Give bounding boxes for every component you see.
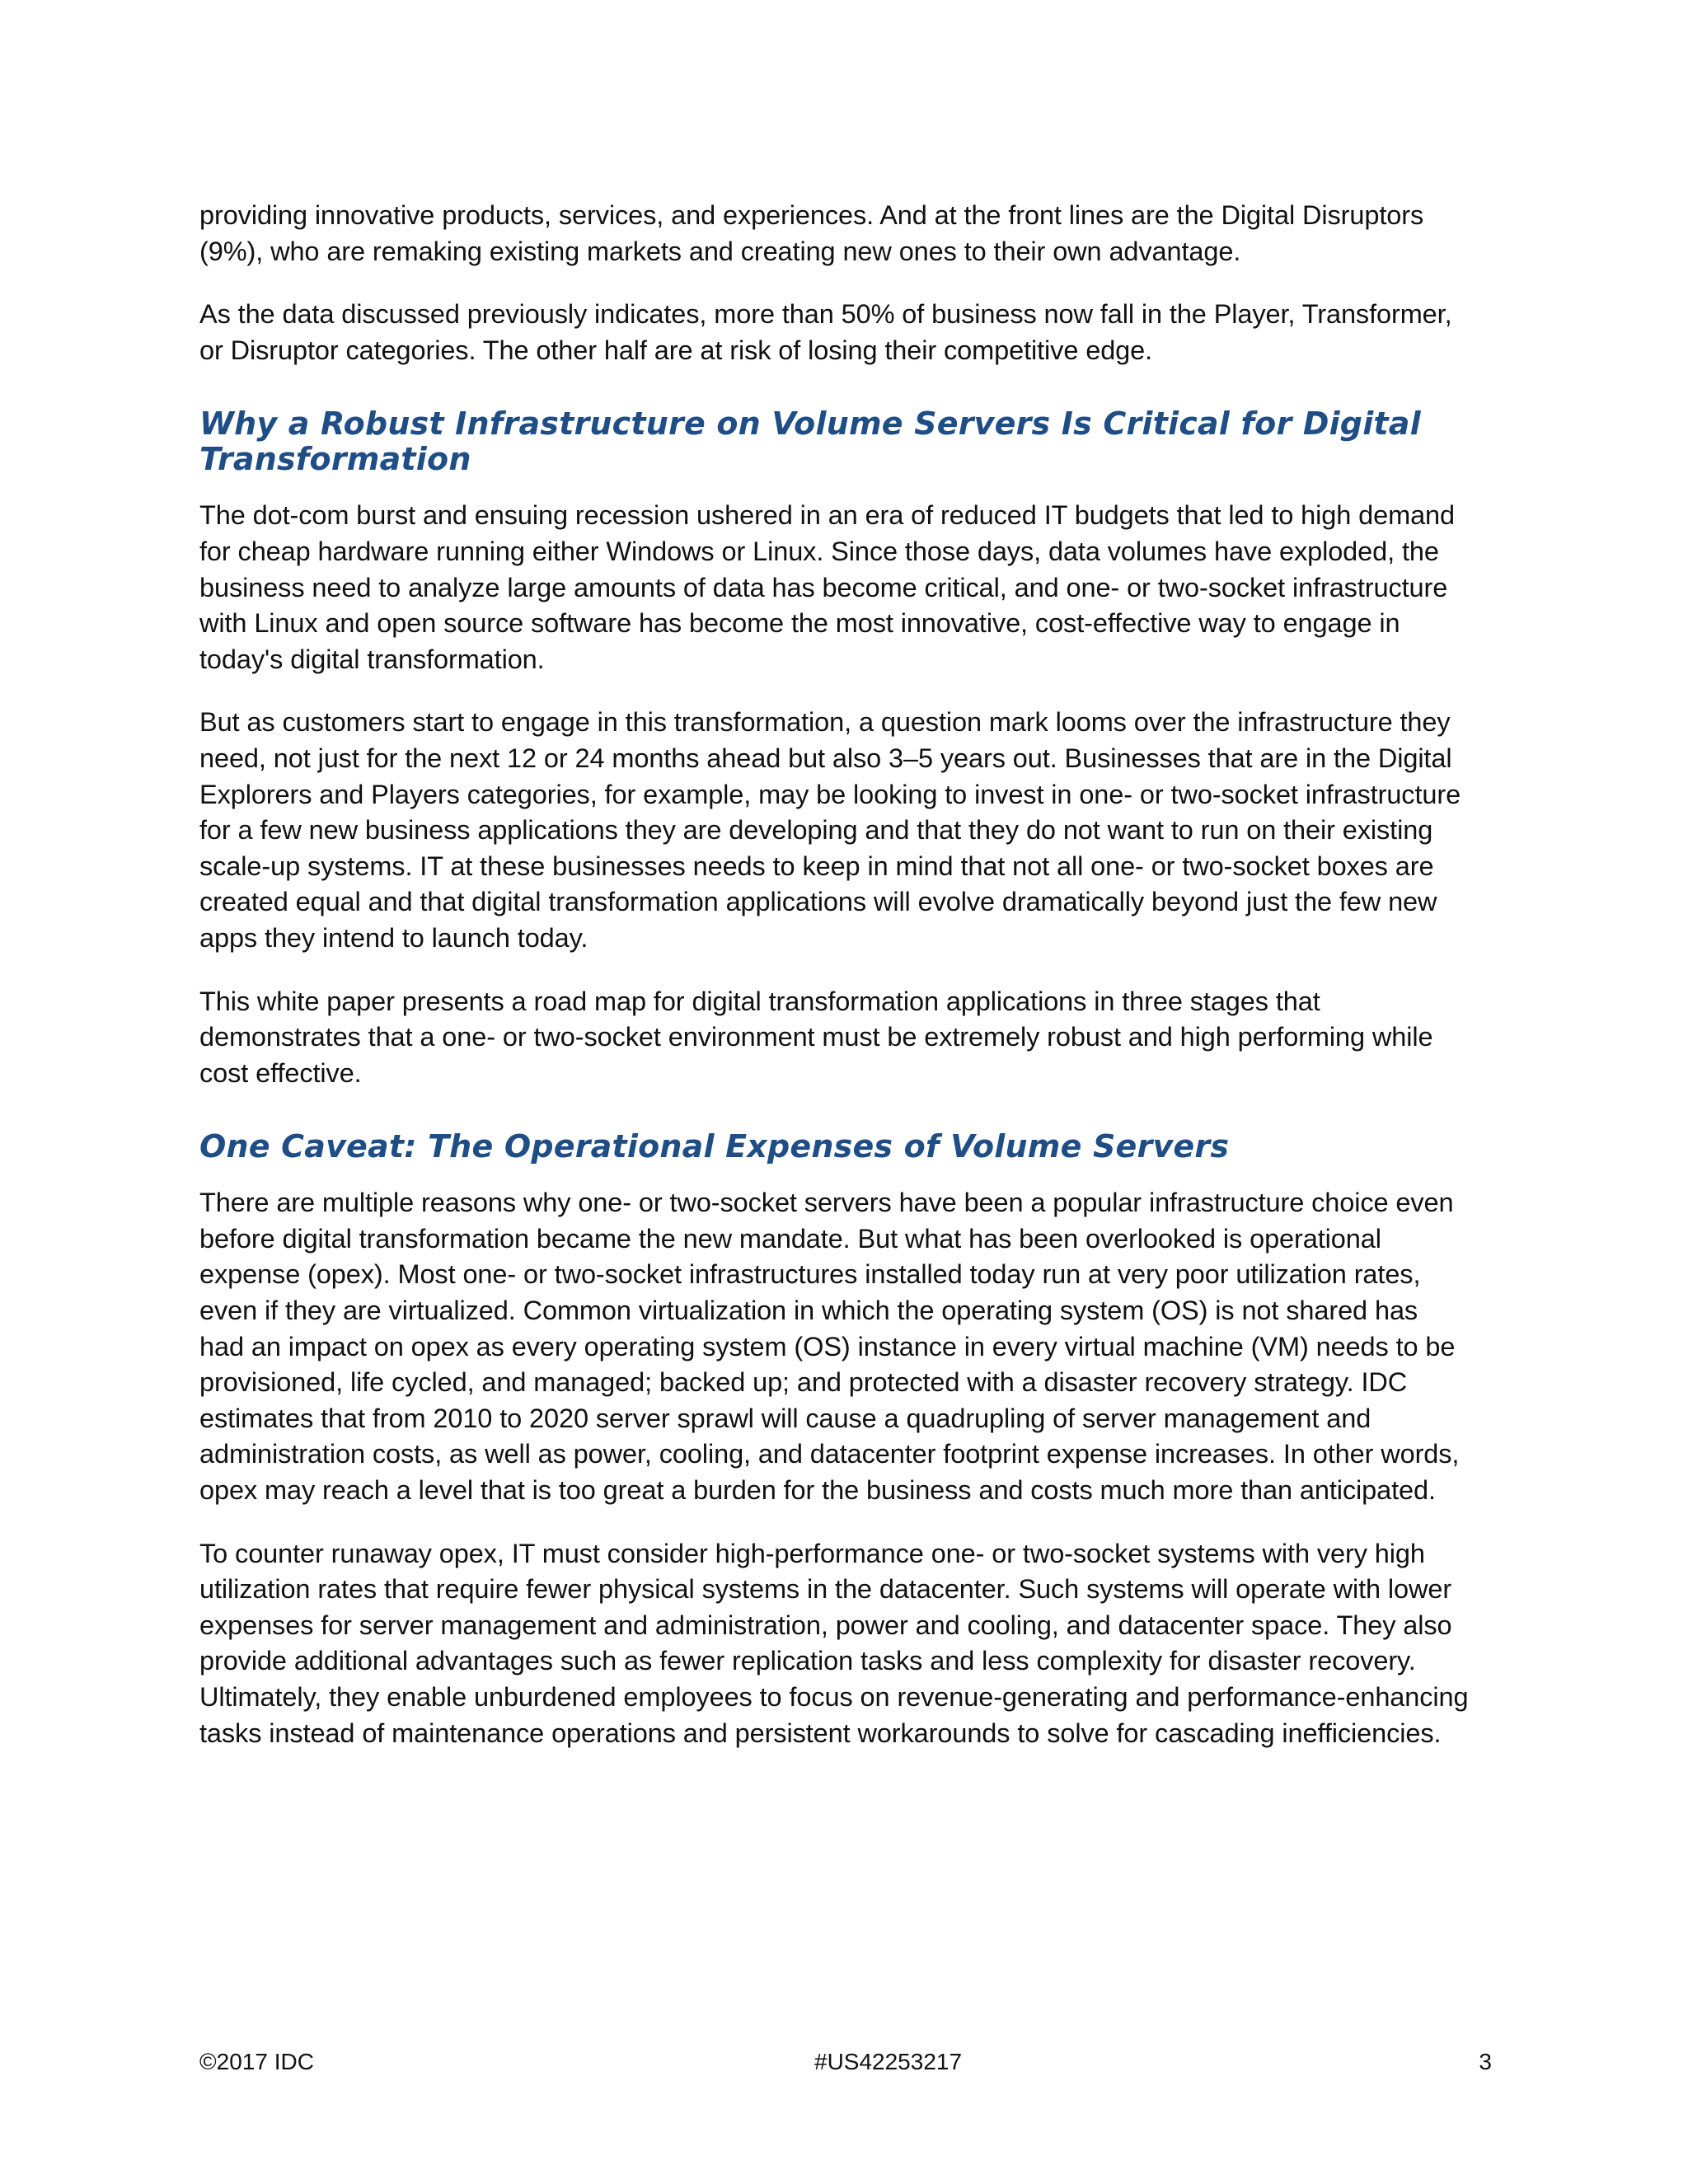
page-footer xyxy=(199,2046,1492,2079)
footer-copyright: ©2017 IDC xyxy=(199,2049,314,2074)
section2-paragraph-2: To counter runaway opex, IT must consider high-performance one- or two-socket systems with very high utilization rates that require fewer physical systems in the datacenter. Such systems will operate with lower expenses for server management and administration, power and cooling, and datacenter space. They also provide additional advantages such as fewer replication tasks and less complexity for disaster recovery. Ultimately, they enable unburdened employees to focus on revenue-generating and performance-enhancing tasks instead of maintenance operations and persistent workarounds to solve for cascading inefficiencies. xyxy=(199,1538,1469,1748)
section1-paragraph-1: The dot-com burst and ensuing recession ushered in an era of reduced IT budgets that led to high demand for cheap hardware running either Windows or Linux. Since those days, data volumes have exploded, the business need to analyze large amounts of data has become critical, and one- or two-socket infrastructure with Linux and open source software has become the most innovative, cost-effective way to engage in today's digital transformation. xyxy=(199,500,1455,674)
page-content xyxy=(199,198,1469,1779)
intro-paragraph-1: providing innovative products, services, and experiences. And at the front lines are the Digital Disruptors (9%), who are remaking existing markets and creating new ones to their own advantage. xyxy=(199,200,1424,266)
section1-paragraph-3: This white paper presents a road map for digital transformation applications in three stages that demonstrates that a one- or two-socket environment must be extremely robust and high performing while cost effective. xyxy=(199,986,1433,1088)
footer-page-number: 3 xyxy=(1479,2049,1492,2074)
footer-document-number: #US42253217 xyxy=(814,2049,963,2074)
section2-paragraph-1: There are multiple reasons why one- or two-socket servers have been a popular infrastructure choice even before digital transformation became the new mandate. But what has been overlooked is operational expense (opex). Most one- or two-socket infrastructures installed today run at very poor utilization rates, even if they are virtualized. Common virtualization in which the operating system (OS) is not shared has had an impact on opex as every operating system (OS) instance in every virtual machine (VM) needs to be provisioned, life cycled, and managed; backed up; and protected with a disaster recovery strategy. IDC estimates that from 2010 to 2020 server sprawl will cause a quadrupling of server management and administration costs, as well as power, cooling, and datacenter footprint expense increases. In other words, opex may reach a level that is too great a burden for the business and costs much more than anticipated. xyxy=(199,1188,1460,1506)
section-heading-operational-expenses: One Caveat: The Operational Expenses of Volume Servers xyxy=(199,1128,1230,1165)
section-heading-robust-infrastructure: Why a Robust Infrastructure on Volume Servers Is Critical for Digital Transformation xyxy=(199,405,1421,478)
section1-paragraph-2: But as customers start to engage in this transformation, a question mark looms over the infrastructure they need, not just for the next 12 or 24 months ahead but also 3–5 years out. Businesses that are in the Digital Explorers and Players categories, for example, may be looking to invest in one- or two-socket infrastructure for a few new business applications they are developing and that they do not want to run on their existing scale-up systems. IT at these businesses needs to keep in mind that not all one- or two-socket boxes are created equal and that digital transformation applications will evolve dramatically beyond just the few new apps they intend to launch today. xyxy=(199,707,1461,953)
intro-paragraph-2: As the data discussed previously indicates, more than 50% of business now fall in the Player, Transformer, or Disruptor categories. The other half are at risk of losing their competitive edge. xyxy=(199,299,1452,365)
